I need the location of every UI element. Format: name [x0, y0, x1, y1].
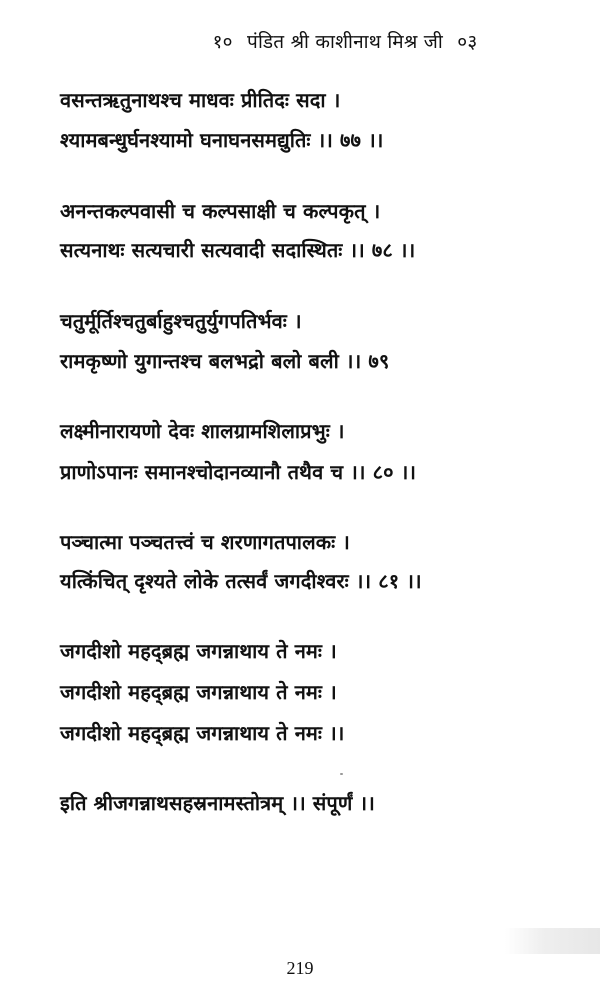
colophon: इति श्रीजगन्नाथसहस्रनामस्तोत्रम् ।। संपूर्णं ।।: [60, 791, 375, 815]
closing-line-1: जगदीशो महद्ब्रह्म जगन्नाथाय ते नमः ।: [60, 639, 337, 663]
page-number: 219: [286, 958, 314, 978]
closing-line-2: जगदीशो महद्ब्रह्म जगन्नाथाय ते नमः ।: [60, 680, 337, 704]
header-right-ornament: ०३: [457, 31, 478, 53]
verse-78-line-2: सत्यनाथः सत्यचारी सत्यवादी सदास्थितः ।। ७८ ।।: [60, 238, 416, 262]
closing-line-3: जगदीशो महद्ब्रह्म जगन्नाथाय ते नमः ।।: [60, 721, 345, 745]
verse-79-line-2: रामकृष्णो युगान्तश्च बलभद्रो बलो बली ।। ७९: [60, 349, 390, 373]
header-left-ornament: १०: [212, 31, 233, 53]
verse-77-line-1: वसन्तऋतुनाथश्च माधवः प्रीतिदः सदा ।: [60, 88, 341, 112]
verse-78-line-1: अनन्तकल्पवासी च कल्पसाक्षी च कल्पकृत् ।: [60, 199, 381, 223]
running-header: [0, 28, 600, 54]
verse-79-line-1: चतुर्मूर्तिश्चतुर्बाहुश्चतुर्युगपतिर्भवः ।: [60, 309, 302, 333]
show-through-mark: [505, 928, 600, 954]
verse-81-line-1: पञ्चात्मा पञ्चतत्त्वं च शरणागतपालकः ।: [60, 530, 350, 554]
header-title: पंडित श्री काशीनाथ मिश्र जी: [247, 31, 443, 53]
verse-81-line-2: यत्किंचित् दृश्यते लोके तत्सर्वं जगदीश्वरः ।। ८१ ।।: [60, 569, 422, 593]
verse-80-line-1: लक्ष्मीनारायणो देवः शालग्रामशिलाप्रभुः ।: [60, 419, 345, 443]
verse-80-line-2: प्राणोऽपानः समानश्चोदानव्यानौ तथैव च ।। ८० ।।: [60, 460, 417, 484]
verse-77-line-2: श्यामबन्धुर्घनश्यामो घनाघनसमद्युतिः ।। ७७ ।।: [60, 128, 384, 152]
print-speck: [340, 773, 343, 775]
